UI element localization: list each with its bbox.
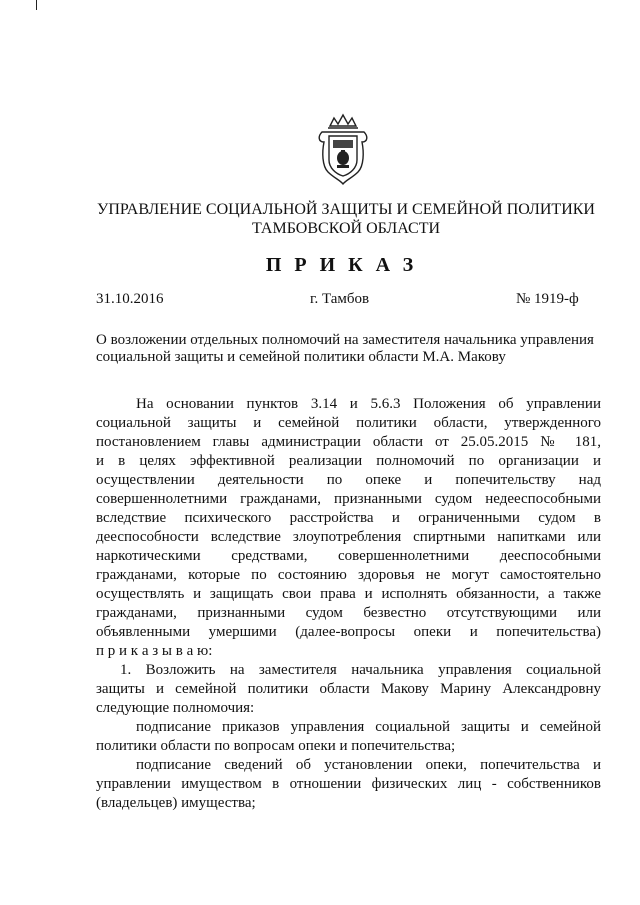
body-line: гражданами, признанными судом безвестно отсутствующими или xyxy=(96,605,601,621)
document-subject xyxy=(96,332,601,366)
body-line: подписание приказов управления социальной защиты и семейной xyxy=(136,719,601,735)
tambov-coat-of-arms-icon xyxy=(316,112,370,188)
body-line: и в целях эффективной реализации полномочий по организации и xyxy=(96,453,601,469)
body-line: управлении имуществом в отношении физических лиц - собственников xyxy=(96,776,601,792)
body-line: На основании пунктов 3.14 и 5.6.3 Положения об управлении xyxy=(136,396,601,412)
scan-mark xyxy=(36,0,37,10)
body-line: следующие полномочия: xyxy=(96,700,255,716)
subject-line: социальной защиты и семейной политики области М.А. Макову xyxy=(96,349,506,365)
document-body xyxy=(96,395,601,813)
body-line: объявленными умершими (далее-вопросы опеки и попечительства) xyxy=(96,624,601,640)
subject-line: О возложении отдельных полномочий на заместителя начальника управления xyxy=(96,332,594,348)
organization-name-line2: ТАМБОВСКОЙ ОБЛАСТИ xyxy=(251,220,441,237)
body-line: подписание сведений об установлении опеки, попечительства и xyxy=(136,757,601,773)
body-line: наркотическими средствами, совершеннолетними дееспособными xyxy=(96,548,601,564)
body-line: осуществлять и защищать свои права и исполнять обязанности, а также xyxy=(96,586,601,602)
document-type-title: ПРИКАЗ xyxy=(265,254,427,276)
body-line: защиты и семейной политики области Макову Марину Александровну xyxy=(96,681,601,697)
body-line-item-1: 1. Возложить на заместителя начальника управления социальной xyxy=(120,662,601,678)
body-line: вследствие психического расстройства и ограниченными судом в xyxy=(96,510,601,526)
document-city: г. Тамбов xyxy=(310,291,370,307)
document-number: № 1919-ф xyxy=(516,291,579,307)
document-date: 31.10.2016 xyxy=(96,291,164,307)
body-line: (владельцев) имущества; xyxy=(96,795,256,811)
body-line: гражданами, которые по состоянию здоровья не могут самостоятельно xyxy=(96,567,601,583)
organization-name-line1: УПРАВЛЕНИЕ СОЦИАЛЬНОЙ ЗАЩИТЫ И СЕМЕЙНОЙ ПОЛИТИКИ xyxy=(97,201,595,218)
body-line: осуществлении деятельности по опеке и попечительству над xyxy=(96,472,601,488)
body-line-order-word: п р и к а з ы в а ю: xyxy=(96,643,213,659)
body-line: постановлением главы администрации области от 25.05.2015 № 181, xyxy=(96,434,601,450)
body-line: политики области по вопросам опеки и попечительства; xyxy=(96,738,456,754)
body-line: совершеннолетними гражданами, признанными судом недееспособными xyxy=(96,491,601,507)
body-line: дееспособности вследствие злоупотребления спиртными напитками или xyxy=(96,529,601,545)
body-line: социальной защиты и семейной политики области, утвержденного xyxy=(96,415,601,431)
